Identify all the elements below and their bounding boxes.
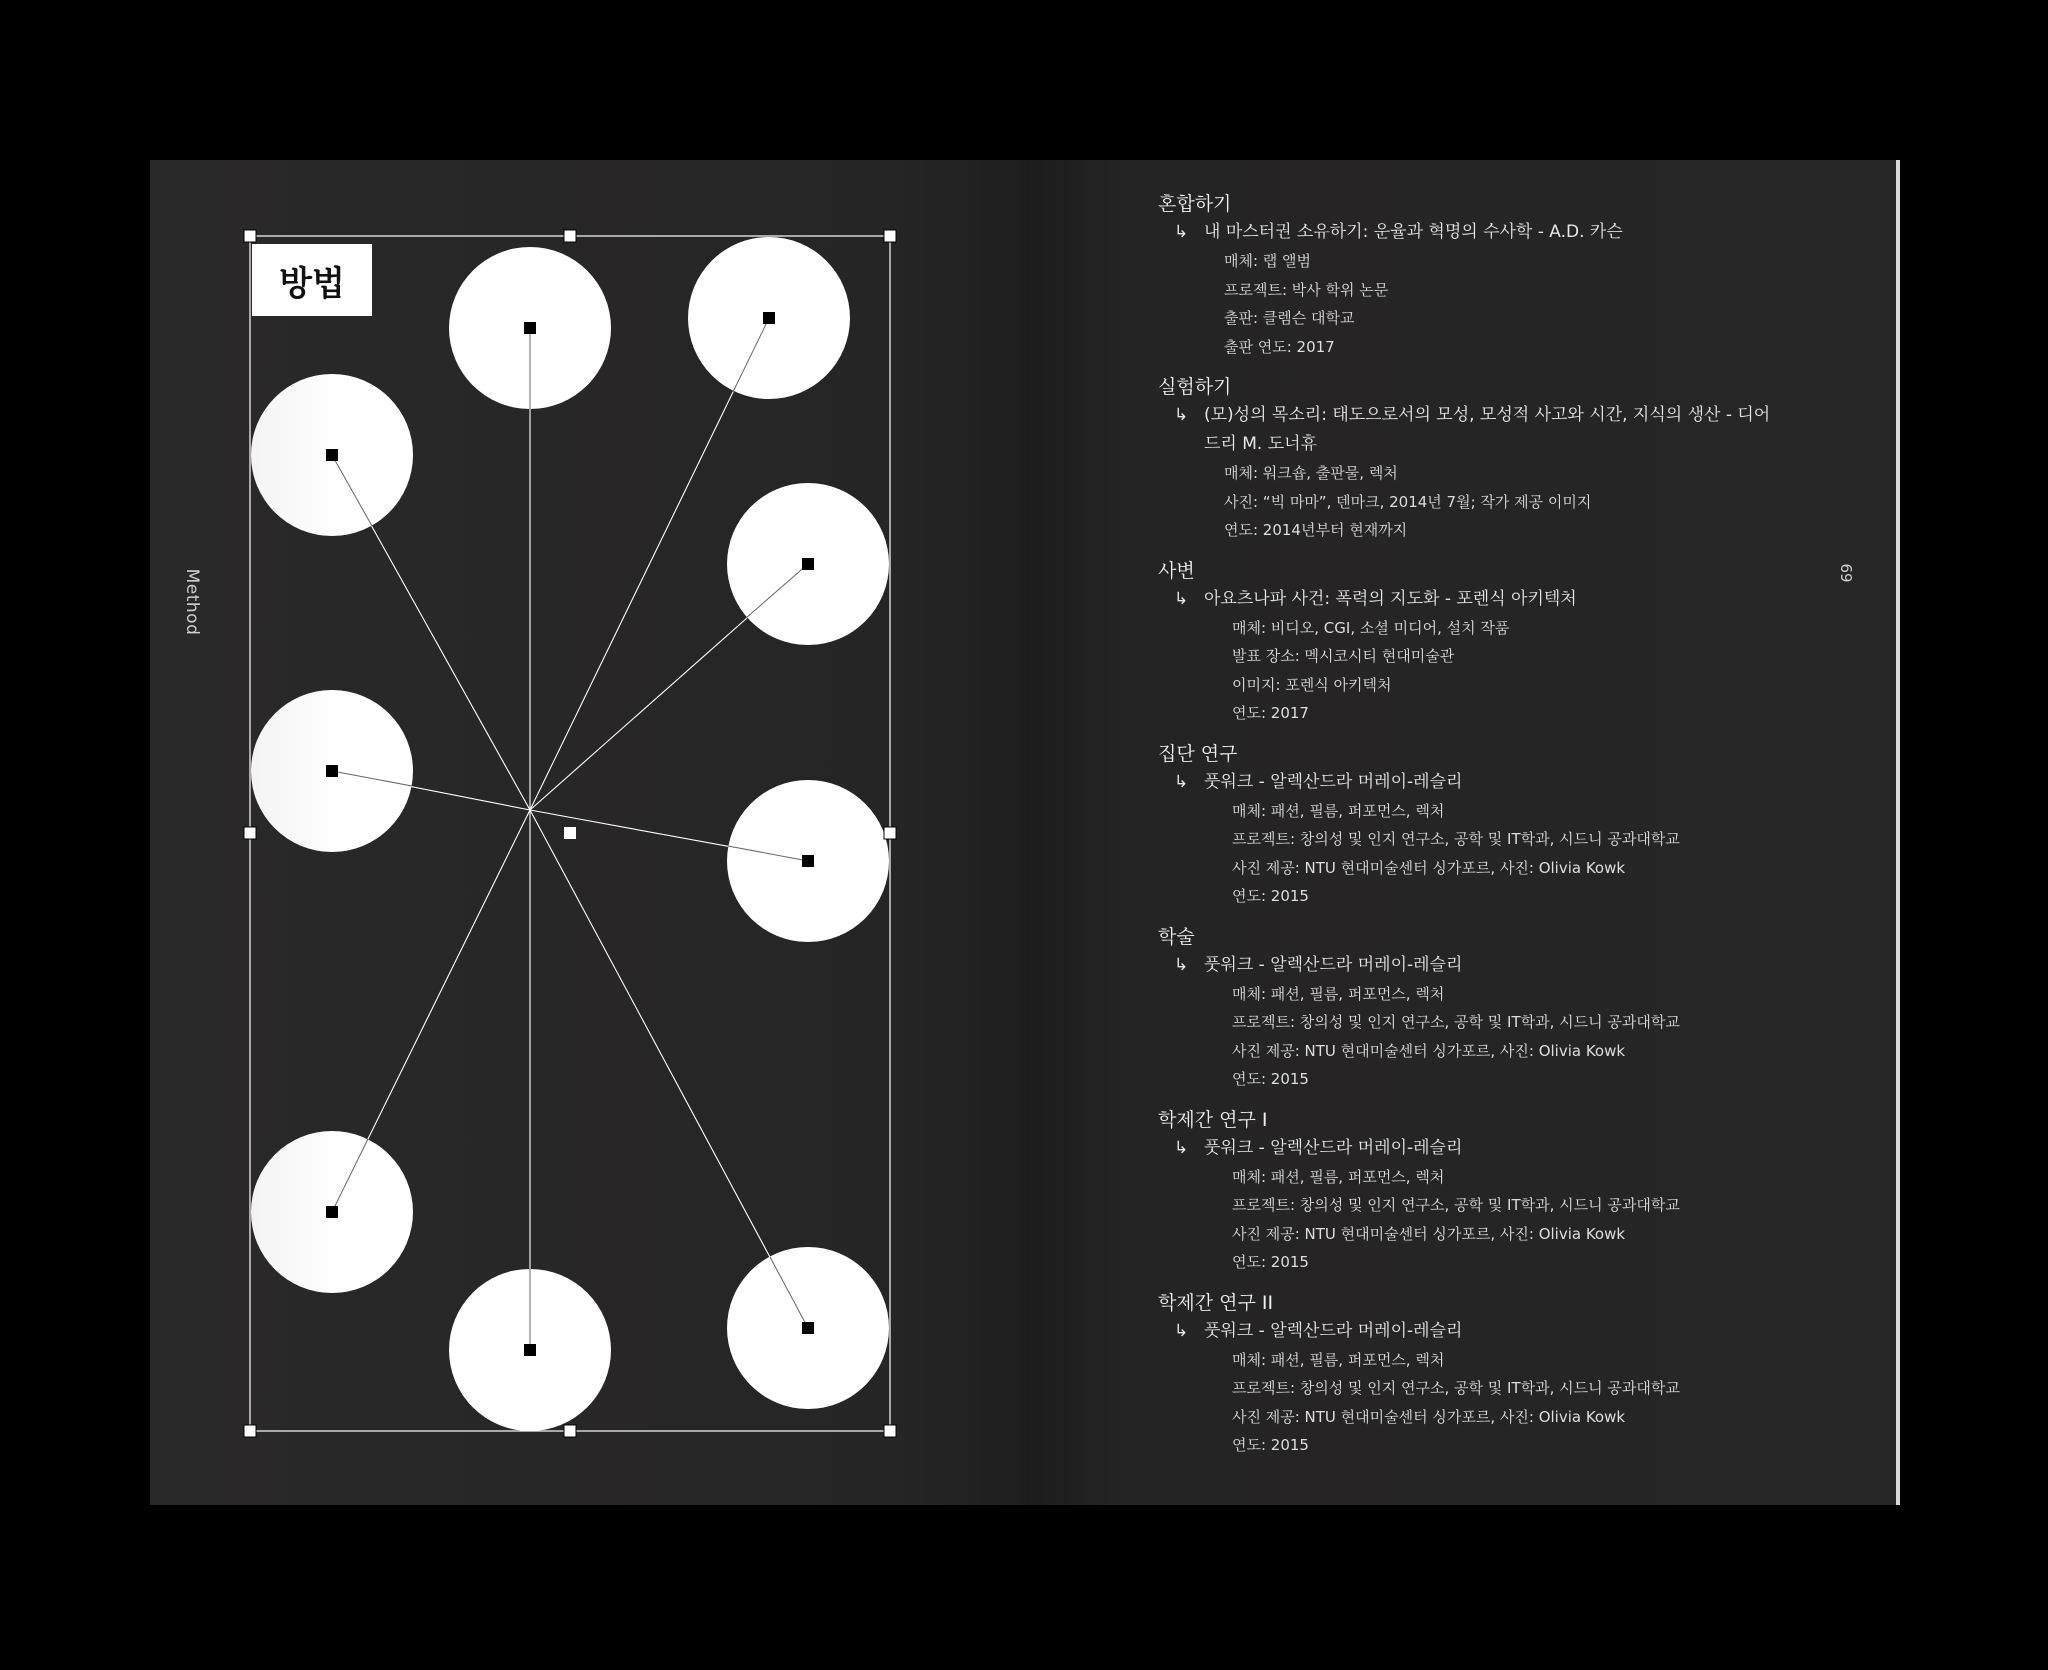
work-title: 아요츠나파 사건: 폭력의 지도화 - 포렌식 아키텍처 [1204, 588, 1577, 609]
work-detail: 프로젝트: 창의성 및 인지 연구소, 공학 및 IT학과, 시드니 공과대학교 [1232, 830, 1680, 848]
section-category: 학제간 연구 II [1158, 1291, 1274, 1314]
work-detail: 매체: 패션, 필름, 퍼포먼스, 렉처 [1232, 1167, 1445, 1186]
handle [884, 230, 896, 242]
work-detail: 연도: 2015 [1232, 1253, 1309, 1271]
work-detail: 매체: 패션, 필름, 퍼포먼스, 렉처 [1232, 801, 1445, 820]
section-category: 혼합하기 [1158, 193, 1232, 215]
work-detail: 연도: 2015 [1232, 1070, 1309, 1088]
corner-arrow-icon: ↳ [1174, 405, 1189, 425]
work-detail: 매체: 워크숍, 출판물, 렉처 [1224, 464, 1398, 482]
work-detail: 발표 장소: 멕시코시티 현대미술관 [1232, 647, 1455, 665]
handle [564, 1425, 576, 1437]
contents-section [1158, 557, 1778, 728]
center-handle [564, 827, 576, 839]
corner-arrow-icon: ↳ [1174, 222, 1189, 242]
work-detail: 매체: 비디오, CGI, 소셜 미디어, 설치 작품 [1232, 618, 1510, 637]
section-category: 학제간 연구 I [1158, 1108, 1268, 1131]
contents-section [1158, 373, 1778, 545]
corner-arrow-icon: ↳ [1174, 1137, 1189, 1158]
contents-list [1158, 190, 1778, 1472]
contents-section [1158, 923, 1778, 1094]
work-detail: 출판 연도: 2017 [1224, 337, 1335, 356]
work-detail: 연도: 2017 [1232, 704, 1309, 722]
handle [564, 230, 576, 242]
contents-section [1158, 1289, 1778, 1460]
corner-arrow-icon: ↳ [1174, 771, 1189, 792]
work-detail: 연도: 2015 [1232, 1436, 1309, 1454]
work-title: 풋워크 - 알렉산드라 머레이-레슬리 [1204, 1320, 1463, 1341]
work-entry [1158, 768, 1778, 797]
handle [244, 230, 256, 242]
corner-arrow-icon: ↳ [1174, 588, 1189, 609]
section-category: 학술 [1158, 925, 1195, 948]
work-entry [1158, 1317, 1778, 1346]
work-title: (모)성의 목소리: 태도으로서의 모성, 모성적 사고와 시간, 지식의 생산 - 디어드리 M. 도너휴 [1204, 405, 1771, 454]
work-detail: 사진 제공: NTU 현대미술센터 싱가포르, 사진: Olivia Kowk [1232, 858, 1626, 877]
section-category: 실험하기 [1158, 376, 1232, 398]
work-detail: 프로젝트: 창의성 및 인지 연구소, 공학 및 IT학과, 시드니 공과대학교 [1232, 1196, 1680, 1214]
work-entry [1158, 585, 1778, 614]
work-detail: 매체: 랩 앨범 [1224, 252, 1312, 270]
page-number: 69 [1837, 563, 1855, 583]
work-title: 풋워크 - 알렉산드라 머레이-레슬리 [1204, 1137, 1463, 1158]
work-detail: 이미지: 포렌식 아키텍처 [1232, 675, 1392, 694]
work-entry [1158, 951, 1778, 980]
work-entry [1158, 401, 1778, 459]
work-detail: 사진 제공: NTU 현대미술센터 싱가포르, 사진: Olivia Kowk [1232, 1407, 1626, 1426]
work-entry [1158, 218, 1778, 247]
work-detail: 매체: 패션, 필름, 퍼포먼스, 렉처 [1232, 1350, 1445, 1369]
work-detail: 프로젝트: 박사 학위 논문 [1224, 280, 1389, 299]
work-detail: 연도: 2014년부터 현재까지 [1224, 521, 1408, 539]
diagram-title: 방법 [252, 244, 372, 316]
work-detail: 출판: 클렘슨 대학교 [1224, 309, 1355, 327]
contents-section [1158, 1106, 1778, 1277]
handle [884, 1425, 896, 1437]
corner-arrow-icon: ↳ [1174, 954, 1189, 975]
work-detail: 프로젝트: 창의성 및 인지 연구소, 공학 및 IT학과, 시드니 공과대학교 [1232, 1379, 1680, 1397]
work-entry [1158, 1134, 1778, 1163]
work-detail: 연도: 2015 [1232, 887, 1309, 905]
section-category: 집단 연구 [1158, 742, 1238, 765]
work-title: 내 마스터권 소유하기: 운율과 혁명의 수사학 - A.D. 카슨 [1204, 222, 1623, 242]
work-title: 풋워크 - 알렉산드라 머레이-레슬리 [1204, 771, 1463, 792]
work-detail: 사진 제공: NTU 현대미술센터 싱가포르, 사진: Olivia Kowk [1232, 1041, 1626, 1060]
handle [884, 827, 896, 839]
section-category: 사변 [1158, 559, 1195, 582]
work-title: 풋워크 - 알렉산드라 머레이-레슬리 [1204, 954, 1463, 975]
work-detail: 매체: 패션, 필름, 퍼포먼스, 렉처 [1232, 984, 1445, 1003]
work-detail: 사진 제공: NTU 현대미술센터 싱가포르, 사진: Olivia Kowk [1232, 1224, 1626, 1243]
handle [244, 827, 256, 839]
handle [244, 1425, 256, 1437]
corner-arrow-icon: ↳ [1174, 1320, 1189, 1341]
running-head: Method [182, 568, 202, 636]
work-detail: 사진: “빅 마마”, 덴마크, 2014년 7월; 작가 제공 이미지 [1224, 492, 1592, 511]
contents-section [1158, 740, 1778, 911]
contents-section [1158, 190, 1778, 361]
work-detail: 프로젝트: 창의성 및 인지 연구소, 공학 및 IT학과, 시드니 공과대학교 [1232, 1013, 1680, 1031]
